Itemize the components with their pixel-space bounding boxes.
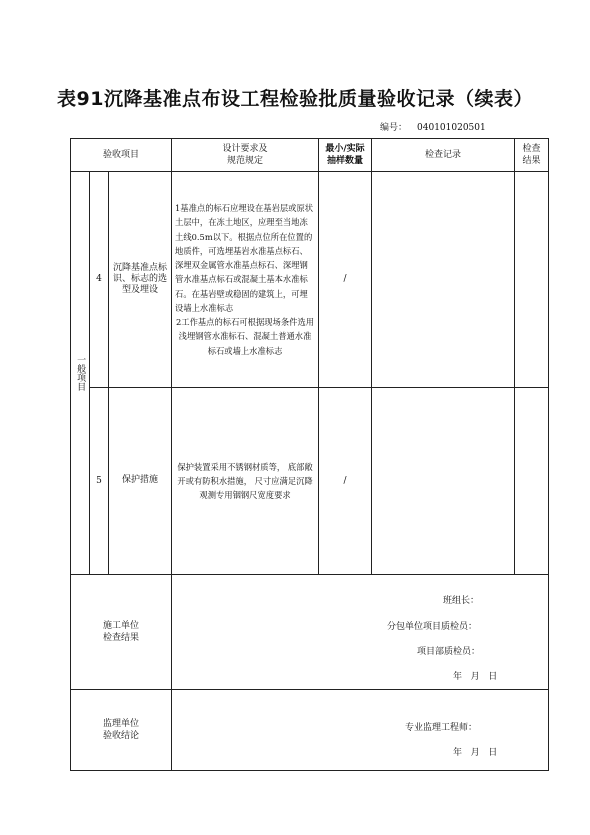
group-label-cell — [71, 172, 90, 575]
group-label: 一般项目 — [75, 355, 86, 391]
sub-inspector-label: 分包单位项目质检员： — [387, 622, 478, 632]
requirement-paragraph: 2工作基点的标石可根据现场条件选用浅埋钢管水准标石、混凝土普通水准标石或墙上水准标志 — [176, 317, 315, 356]
record-number-label: 编号： — [380, 123, 408, 133]
inspection-table — [70, 138, 549, 771]
construction-sign-area[interactable] — [172, 575, 549, 690]
row-result[interactable] — [515, 172, 549, 388]
construction-label: 施工单位 检查结果 — [71, 575, 172, 690]
supervision-label: 监理单位 验收结论 — [71, 690, 172, 771]
table-row — [71, 172, 549, 388]
row-requirement — [172, 388, 319, 575]
row-requirement — [172, 172, 319, 388]
table-row — [71, 388, 549, 575]
requirement-paragraph: 保护装置采用不锈钢材质等， 底部敞开或有防积水措施， 尺寸应满足沉降观测专用铟钢尺宽度要求 — [177, 461, 313, 501]
header-requirement: 设计要求及 规范规定 — [172, 139, 319, 172]
row-item-name: 保护措施 — [109, 388, 172, 575]
record-number-value: 040101020501 — [417, 123, 486, 133]
row-sampling: / — [319, 388, 372, 575]
record-number — [380, 120, 486, 133]
project-inspector-label: 项目部质检员： — [417, 647, 481, 657]
construction-date: 年 月 日 — [453, 672, 498, 682]
header-sampling: 最小/实际 抽样数量 — [319, 139, 372, 172]
supervision-row — [71, 690, 549, 771]
supervision-engineer-label: 专业监理工程师： — [405, 723, 478, 733]
header-record: 检查记录 — [372, 139, 515, 172]
header-result: 检查 结果 — [515, 139, 549, 172]
requirement-paragraph: 1基准点的标石应埋设在基岩层或原状土层中，在冻土地区，应理至当地冻土线0.5m以下。根据点位所在位置的地质件，可选埋基岩水准基点标石、深埋双金属管水准基点标石、深埋钢管水准基点标石或混凝土基本水准标石。在基岩壁或稳固的建筑上，可埋设墙上水准标志 — [175, 203, 314, 313]
row-result[interactable] — [515, 388, 549, 575]
row-sampling: / — [319, 172, 372, 388]
row-number: 4 — [90, 172, 109, 388]
row-record[interactable] — [372, 172, 515, 388]
header-row — [71, 139, 549, 172]
construction-row — [71, 575, 549, 690]
team-leader-label: 班组长： — [443, 596, 480, 606]
row-number: 5 — [90, 388, 109, 575]
header-item: 验收项目 — [71, 139, 172, 172]
page-title: 表91沉降基准点布设工程检验批质量验收记录（续表） — [57, 88, 533, 110]
supervision-date: 年 月 日 — [453, 748, 498, 758]
row-record[interactable] — [372, 388, 515, 575]
supervision-sign-area[interactable] — [172, 690, 549, 771]
row-item-name: 沉降基准点标识、标志的选型及埋设 — [109, 172, 172, 388]
